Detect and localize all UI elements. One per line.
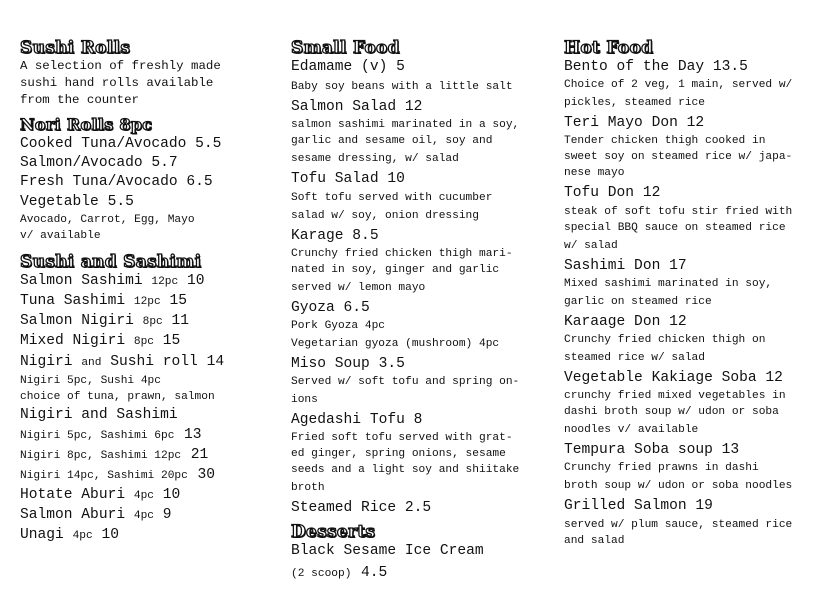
desc-line: Nigiri 5pc, Sushi 4pc	[20, 374, 161, 387]
item-name: Salmon Nigiri	[20, 313, 134, 330]
desc-line: salmon sashimi marinated in a soy,	[291, 119, 520, 132]
menu-column-3	[564, 38, 826, 549]
menu-column-2	[291, 38, 553, 583]
menu-item-tofu-salad: Tofu Salad 10	[291, 171, 405, 188]
item-name: Tuna Sashimi	[20, 293, 126, 310]
item-price: 10	[187, 272, 205, 289]
section-title-hot-food: Hot Food	[564, 38, 654, 58]
item-qty: (2 scoop)	[291, 567, 352, 580]
item-qty: 4pc	[133, 509, 155, 522]
item-qty: 8pc	[142, 316, 163, 329]
desc-line: broth soup w/ udon or soba noodles	[564, 480, 793, 493]
desc-line: v/ available	[20, 229, 101, 242]
desc-line: Crunchy fried chicken thigh on	[564, 334, 766, 347]
item-price: 10	[162, 486, 181, 503]
option-row	[20, 425, 275, 445]
desc-line: pickles, steamed rice	[564, 97, 705, 110]
menu-item-nigiri-and-sashimi: Nigiri and Sashimi	[20, 406, 178, 423]
item-qty: 12pc	[133, 296, 161, 309]
menu-item-mixed-nigiri	[20, 332, 275, 352]
menu-item-grilled-salmon: Grilled Salmon 19	[564, 498, 713, 515]
desc-line: steamed rice w/ salad	[564, 352, 705, 365]
item-description	[291, 430, 553, 478]
item-name: Nigiri	[20, 353, 73, 370]
item-name: Hotate Aburi	[20, 486, 126, 503]
menu-item-edamame: Edamame (v) 5	[291, 59, 405, 75]
item-qty: 12pc	[151, 275, 179, 288]
desc-line: garlic on steamed rice	[564, 295, 712, 308]
item-price: 10	[101, 527, 119, 544]
section-title-desserts: Desserts	[291, 521, 376, 542]
menu-item-steamed-rice: Steamed Rice 2.5	[291, 500, 432, 517]
desc-line: Crunchy fried prawns in dashi	[564, 462, 759, 475]
desc-line: Choice of 2 veg, 1 main, served w/	[564, 79, 793, 92]
item-description	[564, 204, 826, 236]
nigiri-roll-description	[20, 373, 275, 405]
menu-item-black-sesame-ice-cream: Black Sesame Ice Cream	[291, 542, 484, 559]
menu-item: Salmon/Avocado 5.7	[20, 155, 178, 172]
desc-line: Served w/ soft tofu and spring on-	[291, 376, 520, 389]
menu-item-nigiri-sushi-roll	[20, 353, 275, 373]
menu-item-salmon-salad: Salmon Salad 12	[291, 99, 423, 116]
item-description	[291, 117, 553, 149]
desc-line: Crunchy fried chicken thigh mari-	[291, 247, 513, 260]
item-price: 4.5	[361, 564, 388, 581]
menu-item-karaage-don: Karaage Don 12	[564, 313, 687, 330]
desc-line: from the counter	[20, 93, 139, 107]
desc-line: sushi hand rolls available	[20, 76, 214, 90]
menu-item-karage: Karage 8.5	[291, 227, 379, 244]
menu-item-bento: Bento of the Day 13.5	[564, 59, 748, 75]
menu-item-miso-soup: Miso Soup 3.5	[291, 356, 405, 373]
desc-line: ions	[291, 394, 318, 407]
desc-line: special BBQ sauce on steamed rice	[564, 221, 786, 234]
desc-line: sesame dressing, w/ salad	[291, 153, 459, 166]
menu-item-vegetable-kakiage-soba: Vegetable Kakiage Soba 12	[564, 370, 783, 387]
desc-line: and salad	[564, 534, 625, 547]
option-label: Nigiri 5pc, Sashimi 6pc	[20, 430, 175, 443]
item-price: 9	[162, 506, 172, 523]
section-title-sushi-sashimi: Sushi and Sashimi	[20, 251, 202, 272]
menu-item-tuna-sashimi	[20, 292, 275, 312]
desc-line: served w/ lemon mayo	[291, 281, 426, 294]
menu-item-salmon-nigiri	[20, 312, 275, 332]
desc-line: choice of tuna, prawn, salmon	[20, 390, 215, 403]
item-description	[564, 133, 826, 181]
menu-item-teri-mayo-don: Teri Mayo Don 12	[564, 115, 705, 132]
desc-line: Avocado, Carrot, Egg, Mayo	[20, 213, 195, 226]
menu-column-1	[20, 38, 275, 546]
item-description	[564, 517, 826, 549]
desc-line: nated in soy, ginger and garlic	[291, 263, 500, 276]
option-price: 21	[190, 447, 209, 464]
sushi-rolls-description	[20, 58, 275, 109]
item-price: 15	[162, 333, 181, 350]
item-description	[564, 388, 826, 420]
option-price: 13	[184, 427, 202, 444]
desc-line: w/ salad	[564, 239, 618, 252]
option-row	[20, 445, 275, 465]
item-name-rest: Sushi roll 14	[110, 353, 225, 370]
item-name: Salmon Aburi	[20, 506, 126, 523]
desc-line: ed ginger, spring onions, sesame	[291, 448, 506, 461]
item-qty: 4pc	[72, 530, 93, 543]
menu-item: Vegetable 5.5	[20, 193, 134, 210]
item-price: 15	[169, 293, 187, 310]
item-name: Unagi	[20, 527, 64, 544]
section-title-small-food: Small Food	[291, 38, 400, 58]
item-price: 11	[171, 313, 190, 330]
item-description: Baby soy beans with a little salt	[291, 81, 513, 94]
menu-item-salmon-sashimi	[20, 272, 275, 292]
menu-item-agedashi-tofu: Agedashi Tofu 8	[291, 412, 423, 429]
menu-item-hotate-aburi	[20, 486, 275, 506]
desc-line: garlic and sesame oil, soy and	[291, 135, 493, 148]
menu-item-tempura-soba-soup: Tempura Soba soup 13	[564, 442, 740, 459]
vegetable-roll-description	[20, 212, 275, 244]
item-qty: 4pc	[133, 489, 155, 502]
menu-item-tofu-don: Tofu Don 12	[564, 185, 661, 202]
option-row	[20, 465, 275, 485]
option-price: 30	[197, 467, 215, 484]
item-name: Salmon Sashimi	[20, 272, 143, 289]
menu-item-salmon-aburi	[20, 506, 275, 526]
menu-item: Cooked Tuna/Avocado 5.5	[20, 136, 222, 152]
option-label: Nigiri 8pc, Sashimi 12pc	[20, 450, 182, 463]
section-title-nori-rolls: Nori Rolls 8pc	[20, 115, 153, 134]
dessert-qty-price	[291, 563, 553, 583]
desc-line: crunchy fried mixed vegetables in	[564, 390, 786, 403]
desc-line: A selection of freshly made	[20, 59, 221, 73]
menu-item-unagi	[20, 526, 275, 546]
desc-line: seeds and a light soy and shiitake	[291, 464, 520, 477]
desc-line: Vegetarian gyoza (mushroom) 4pc	[291, 338, 500, 351]
desc-line: served w/ plum sauce, steamed rice	[564, 518, 793, 531]
item-description	[291, 246, 553, 278]
desc-line: nese mayo	[564, 167, 625, 180]
menu-item: Fresh Tuna/Avocado 6.5	[20, 174, 213, 191]
item-qty: 8pc	[133, 336, 155, 349]
menu-item-sashimi-don: Sashimi Don 17	[564, 257, 687, 274]
menu-item-gyoza: Gyoza 6.5	[291, 299, 370, 316]
desc-line: Mixed sashimi marinated in soy,	[564, 277, 773, 290]
desc-line: steak of soft tofu stir fried with	[564, 205, 793, 218]
desc-line: Soft tofu served with cucumber	[291, 191, 493, 204]
section-title-sushi-rolls: Sushi Rolls	[20, 38, 131, 58]
item-name: Mixed Nigiri	[20, 333, 126, 350]
desc-line: Pork Gyoza 4pc	[291, 320, 385, 333]
desc-line: salad w/ soy, onion dressing	[291, 209, 479, 222]
option-label: Nigiri 14pc, Sashimi 20pc	[20, 470, 188, 483]
desc-line: dashi broth soup w/ udon or soba	[564, 406, 779, 419]
desc-line: sweet soy on steamed rice w/ japa-	[564, 151, 793, 164]
item-conjunction: and	[81, 356, 102, 369]
desc-line: noodles v/ available	[564, 424, 699, 437]
desc-line: broth	[291, 482, 325, 495]
desc-line: Tender chicken thigh cooked in	[564, 135, 766, 148]
desc-line: Fried soft tofu served with grat-	[291, 432, 513, 445]
